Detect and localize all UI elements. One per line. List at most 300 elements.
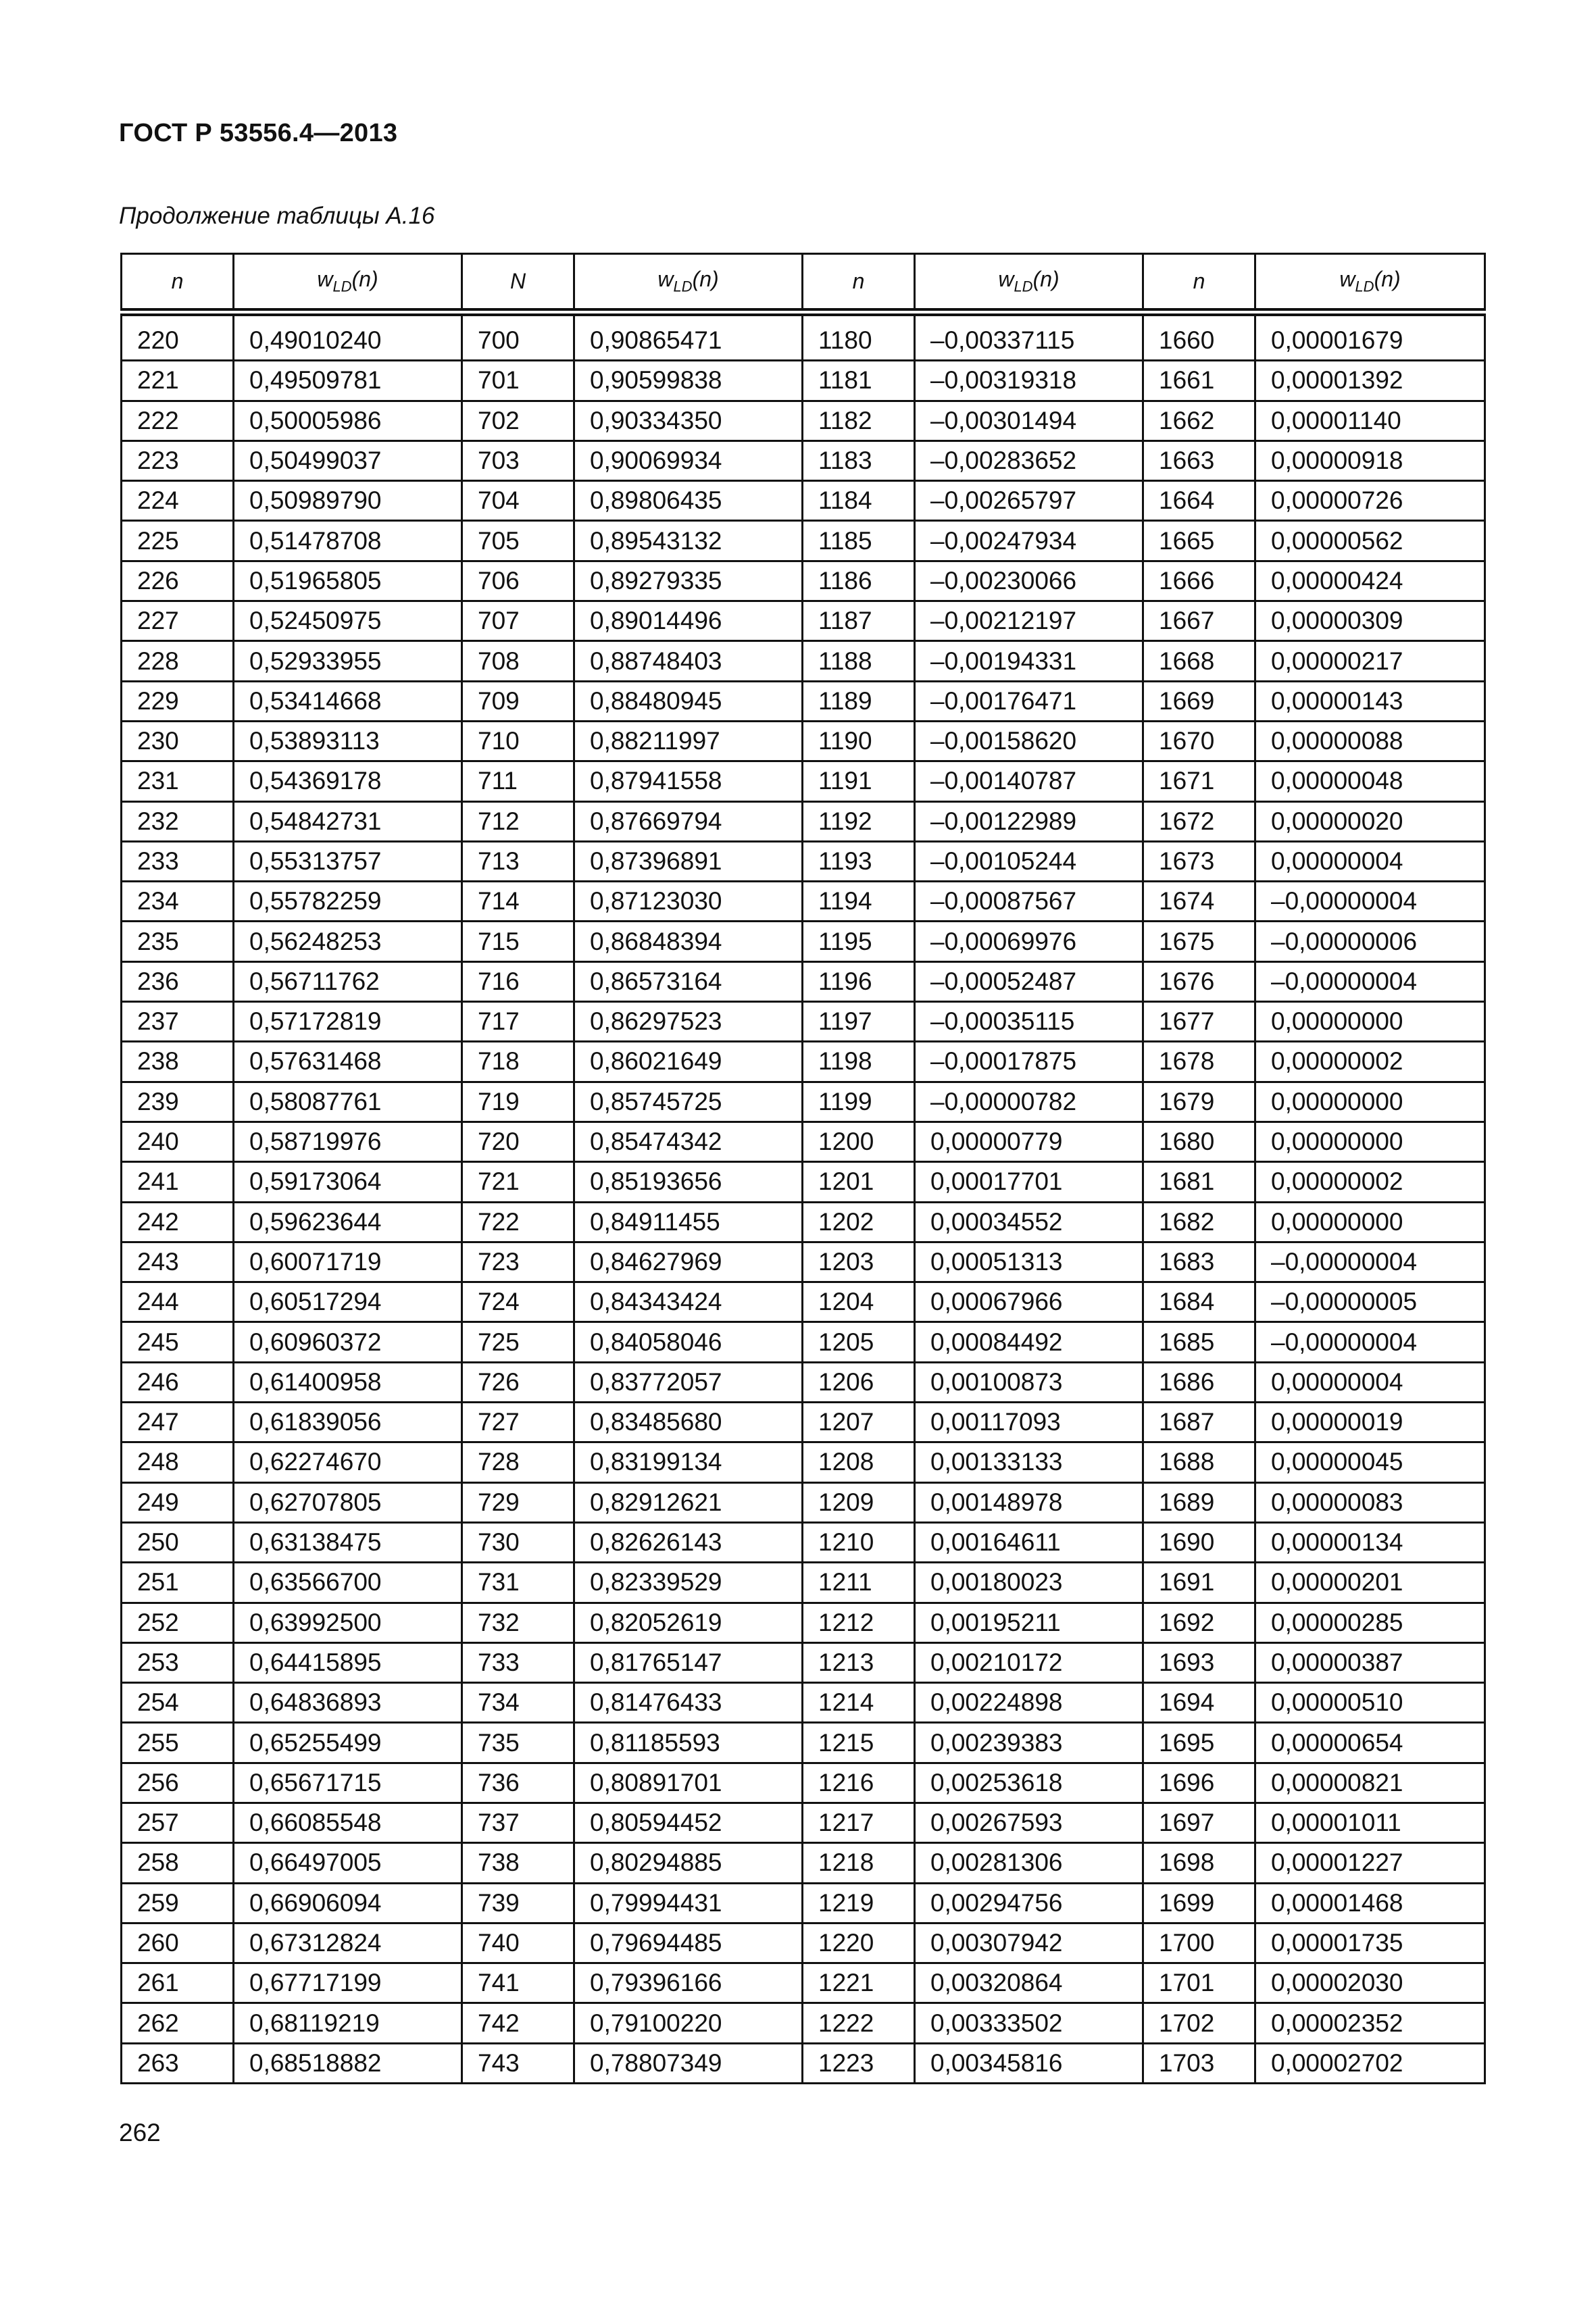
table-row — [122, 521, 1485, 561]
table-cell: 0,83485680 — [574, 1403, 803, 1442]
table-cell: 0,00000143 — [1255, 681, 1485, 721]
table-cell: 0,00000045 — [1255, 1442, 1485, 1482]
table-cell: 1181 — [803, 361, 915, 401]
table-cell: 0,67717199 — [234, 1963, 462, 2003]
table-cell: 0,55313757 — [234, 841, 462, 881]
table-cell: 0,00000134 — [1255, 1522, 1485, 1562]
table-cell: 0,67312824 — [234, 1923, 462, 1963]
table-cell: 0,86297523 — [574, 1002, 803, 1042]
table-cell: 1680 — [1143, 1122, 1255, 1161]
table-cell: –0,00301494 — [915, 401, 1143, 441]
table-cell: 0,82339529 — [574, 1563, 803, 1603]
table-cell: 0,00000002 — [1255, 1162, 1485, 1202]
table-cell: 730 — [462, 1522, 574, 1562]
table-cell: 0,00001140 — [1255, 401, 1485, 441]
table-cell: 0,00000002 — [1255, 1042, 1485, 1082]
table-row — [122, 1522, 1485, 1562]
table-cell: 0,50005986 — [234, 401, 462, 441]
table-cell: 0,00320864 — [915, 1963, 1143, 2003]
table-cell: 0,80594452 — [574, 1803, 803, 1842]
table-cell: 1669 — [1143, 681, 1255, 721]
table-cell: 1192 — [803, 801, 915, 841]
table-cell: 1697 — [1143, 1803, 1255, 1842]
table-cell: 255 — [122, 1723, 234, 1763]
table-cell: –0,00230066 — [915, 561, 1143, 601]
table-cell: 1701 — [1143, 1963, 1255, 2003]
table-cell: 727 — [462, 1403, 574, 1442]
table-cell: 1661 — [1143, 361, 1255, 401]
table-row — [122, 761, 1485, 801]
table-cell: 1703 — [1143, 2043, 1255, 2083]
table-cell: 0,59173064 — [234, 1162, 462, 1202]
table-cell: 738 — [462, 1843, 574, 1883]
table-cell: 0,00000285 — [1255, 1603, 1485, 1642]
table-cell: 0,65255499 — [234, 1723, 462, 1763]
table-cell: –0,00194331 — [915, 641, 1143, 681]
table-cell: 1700 — [1143, 1923, 1255, 1963]
table-cell: 1702 — [1143, 2003, 1255, 2043]
table-cell: 1207 — [803, 1403, 915, 1442]
table-cell: 0,84343424 — [574, 1282, 803, 1322]
table-cell: 0,63992500 — [234, 1603, 462, 1642]
table-cell: 1184 — [803, 481, 915, 521]
table-cell: 0,00067966 — [915, 1282, 1143, 1322]
table-cell: 236 — [122, 961, 234, 1001]
table-cell: 1695 — [1143, 1723, 1255, 1763]
table-cell: 1182 — [803, 401, 915, 441]
table-row — [122, 1963, 1485, 2003]
table-cell: 0,00001735 — [1255, 1923, 1485, 1963]
column-header: $w_{LD}(n)$ — [1255, 254, 1485, 313]
table-cell: 0,00000201 — [1255, 1563, 1485, 1603]
table-cell: 0,00001392 — [1255, 361, 1485, 401]
table-cell: 0,00002702 — [1255, 2043, 1485, 2083]
table-cell: 1683 — [1143, 1242, 1255, 1282]
table-cell: 1201 — [803, 1162, 915, 1202]
table-cell: 1204 — [803, 1282, 915, 1322]
table-cell: –0,00000004 — [1255, 1242, 1485, 1282]
table-cell: 1194 — [803, 882, 915, 922]
table-cell: 0,81476433 — [574, 1683, 803, 1723]
table-row — [122, 1923, 1485, 1963]
table-cell: 1687 — [1143, 1403, 1255, 1442]
table-row — [122, 401, 1485, 441]
table-cell: 1665 — [1143, 521, 1255, 561]
table-cell: 0,50989790 — [234, 481, 462, 521]
table-cell: 251 — [122, 1563, 234, 1603]
table-cell: 0,49010240 — [234, 312, 462, 361]
table-cell: 736 — [462, 1763, 574, 1803]
table-cell: 1222 — [803, 2003, 915, 2043]
table-cell: 1180 — [803, 312, 915, 361]
table-caption: Продолжение таблицы А.16 — [119, 203, 435, 229]
table-cell: 0,00084492 — [915, 1322, 1143, 1362]
table-row — [122, 561, 1485, 601]
table-cell: 704 — [462, 481, 574, 521]
table-row — [122, 2043, 1485, 2083]
table-cell: 1662 — [1143, 401, 1255, 441]
table-cell: 259 — [122, 1883, 234, 1923]
table-row — [122, 2003, 1485, 2043]
table-cell: 242 — [122, 1202, 234, 1242]
table-cell: 735 — [462, 1723, 574, 1763]
table-cell: 1206 — [803, 1362, 915, 1402]
table-cell: 232 — [122, 801, 234, 841]
column-header: $w_{LD}(n)$ — [915, 254, 1143, 313]
table-cell: 1211 — [803, 1563, 915, 1603]
column-header: $w_{LD}(n)$ — [234, 254, 462, 313]
table-cell: 0,86573164 — [574, 961, 803, 1001]
table-cell: 0,00000083 — [1255, 1482, 1485, 1522]
table-cell: 0,84058046 — [574, 1322, 803, 1362]
table-cell: 0,80891701 — [574, 1763, 803, 1803]
table-cell: 0,53893113 — [234, 721, 462, 761]
table-row — [122, 312, 1485, 361]
table-row — [122, 641, 1485, 681]
table-row — [122, 1403, 1485, 1442]
table-cell: 243 — [122, 1242, 234, 1282]
table-cell: –0,00247934 — [915, 521, 1143, 561]
table-cell: –0,00176471 — [915, 681, 1143, 721]
table-cell: 1187 — [803, 601, 915, 641]
table-cell: 0,50499037 — [234, 441, 462, 480]
table-cell: 732 — [462, 1603, 574, 1642]
column-header: n — [122, 254, 234, 313]
table-cell: 0,87669794 — [574, 801, 803, 841]
table-cell: 722 — [462, 1202, 574, 1242]
table-cell: 254 — [122, 1683, 234, 1723]
table-cell: 0,82912621 — [574, 1482, 803, 1522]
table-cell: 0,81185593 — [574, 1723, 803, 1763]
table-cell: 258 — [122, 1843, 234, 1883]
table-row — [122, 922, 1485, 961]
table-cell: 0,88480945 — [574, 681, 803, 721]
table-cell: 0,54842731 — [234, 801, 462, 841]
table-cell: 1682 — [1143, 1202, 1255, 1242]
table-cell: 257 — [122, 1803, 234, 1842]
table-cell: 742 — [462, 2003, 574, 2043]
table-cell: 1688 — [1143, 1442, 1255, 1482]
table-cell: 0,61839056 — [234, 1403, 462, 1442]
table-cell: 0,88211997 — [574, 721, 803, 761]
table-cell: 1205 — [803, 1322, 915, 1362]
table-cell: 0,66906094 — [234, 1883, 462, 1923]
table-cell: 260 — [122, 1923, 234, 1963]
table-cell: 1213 — [803, 1642, 915, 1682]
table-row — [122, 1763, 1485, 1803]
table-cell: 0,82052619 — [574, 1603, 803, 1642]
table-cell: 0,00001227 — [1255, 1843, 1485, 1883]
table-cell: 0,58719976 — [234, 1122, 462, 1161]
table-cell: 1191 — [803, 761, 915, 801]
table-cell: 1203 — [803, 1242, 915, 1282]
table-cell: –0,00035115 — [915, 1002, 1143, 1042]
table-cell: 0,00001468 — [1255, 1883, 1485, 1923]
table-cell: 0,00239383 — [915, 1723, 1143, 1763]
table-cell: 1216 — [803, 1763, 915, 1803]
table-row — [122, 1242, 1485, 1282]
table-row — [122, 681, 1485, 721]
table-row — [122, 1202, 1485, 1242]
table-cell: 0,61400958 — [234, 1362, 462, 1402]
table-cell: –0,00087567 — [915, 882, 1143, 922]
table-row — [122, 1563, 1485, 1603]
table-cell: 252 — [122, 1603, 234, 1642]
table-cell: 1185 — [803, 521, 915, 561]
table-cell: 0,87941558 — [574, 761, 803, 801]
table-cell: 0,79396166 — [574, 1963, 803, 2003]
table-cell: 223 — [122, 441, 234, 480]
table-cell: 0,60071719 — [234, 1242, 462, 1282]
table-cell: 0,00000309 — [1255, 601, 1485, 641]
table-cell: 1672 — [1143, 801, 1255, 841]
table-cell: 0,00180023 — [915, 1563, 1143, 1603]
table-cell: 1690 — [1143, 1522, 1255, 1562]
table-row — [122, 441, 1485, 480]
table-cell: 0,52450975 — [234, 601, 462, 641]
table-cell: 0,00001011 — [1255, 1803, 1485, 1842]
table-cell: 1186 — [803, 561, 915, 601]
table-cell: 0,64836893 — [234, 1683, 462, 1723]
table-cell: 0,00000821 — [1255, 1763, 1485, 1803]
table-cell: 0,00000000 — [1255, 1122, 1485, 1161]
table-cell: 1214 — [803, 1683, 915, 1723]
table-cell: 0,00051313 — [915, 1242, 1143, 1282]
table-cell: 0,00000562 — [1255, 521, 1485, 561]
table-cell: 1668 — [1143, 641, 1255, 681]
table-cell: 222 — [122, 401, 234, 441]
table-cell: 712 — [462, 801, 574, 841]
table-row — [122, 1883, 1485, 1923]
table-cell: 0,79694485 — [574, 1923, 803, 1963]
table-cell: 1220 — [803, 1923, 915, 1963]
table-cell: 231 — [122, 761, 234, 801]
table-cell: 253 — [122, 1642, 234, 1682]
table-row — [122, 601, 1485, 641]
table-cell: 1677 — [1143, 1002, 1255, 1042]
table-cell: 703 — [462, 441, 574, 480]
table-cell: 0,00133133 — [915, 1442, 1143, 1482]
table-cell: 0,89543132 — [574, 521, 803, 561]
table-cell: 0,00000779 — [915, 1122, 1143, 1161]
table-cell: 724 — [462, 1282, 574, 1322]
table-row — [122, 961, 1485, 1001]
table-cell: 708 — [462, 641, 574, 681]
table-cell: 0,00210172 — [915, 1642, 1143, 1682]
table-cell: 1666 — [1143, 561, 1255, 601]
table-cell: 0,00000424 — [1255, 561, 1485, 601]
table-cell: 263 — [122, 2043, 234, 2083]
data-table — [120, 253, 1486, 2084]
table-cell: –0,00337115 — [915, 312, 1143, 361]
table-cell: 228 — [122, 641, 234, 681]
table-cell: 245 — [122, 1322, 234, 1362]
table-row — [122, 1442, 1485, 1482]
table-cell: 714 — [462, 882, 574, 922]
table-cell: 1196 — [803, 961, 915, 1001]
table-cell: 1195 — [803, 922, 915, 961]
table-row — [122, 481, 1485, 521]
table-cell: 0,57172819 — [234, 1002, 462, 1042]
table-cell: 0,00164611 — [915, 1522, 1143, 1562]
table-cell: –0,00140787 — [915, 761, 1143, 801]
table-cell: 0,64415895 — [234, 1642, 462, 1682]
table-row — [122, 1843, 1485, 1883]
table-row — [122, 721, 1485, 761]
table-cell: 0,00002030 — [1255, 1963, 1485, 2003]
table-cell: 1685 — [1143, 1322, 1255, 1362]
table-cell: 0,00195211 — [915, 1603, 1143, 1642]
table-cell: 0,49509781 — [234, 361, 462, 401]
table-cell: –0,00000782 — [915, 1082, 1143, 1122]
table-cell: 1193 — [803, 841, 915, 881]
table-cell: 240 — [122, 1122, 234, 1161]
table-cell: –0,00052487 — [915, 961, 1143, 1001]
table-cell: 1676 — [1143, 961, 1255, 1001]
table-row — [122, 1683, 1485, 1723]
table-row — [122, 1723, 1485, 1763]
table-cell: 244 — [122, 1282, 234, 1322]
table-row — [122, 1603, 1485, 1642]
table-cell: 226 — [122, 561, 234, 601]
table-cell: 0,88748403 — [574, 641, 803, 681]
table-cell: 261 — [122, 1963, 234, 2003]
table-cell: 249 — [122, 1482, 234, 1522]
table-row — [122, 1482, 1485, 1522]
table-cell: 0,00000918 — [1255, 441, 1485, 480]
table-cell: 716 — [462, 961, 574, 1001]
table-cell: 0,51478708 — [234, 521, 462, 561]
table-cell: 740 — [462, 1923, 574, 1963]
table-cell: 246 — [122, 1362, 234, 1402]
table-cell: 702 — [462, 401, 574, 441]
table-cell: 0,83772057 — [574, 1362, 803, 1402]
table-cell: 741 — [462, 1963, 574, 2003]
table-cell: 0,65671715 — [234, 1763, 462, 1803]
table-cell: 234 — [122, 882, 234, 922]
table-cell: 1675 — [1143, 922, 1255, 961]
table-cell: 0,00307942 — [915, 1923, 1143, 1963]
table-cell: 238 — [122, 1042, 234, 1082]
table-cell: 0,89806435 — [574, 481, 803, 521]
table-cell: 0,00117093 — [915, 1403, 1143, 1442]
table-cell: 0,79994431 — [574, 1883, 803, 1923]
table-cell: 256 — [122, 1763, 234, 1803]
table-cell: 0,56248253 — [234, 922, 462, 961]
table-cell: –0,00000006 — [1255, 922, 1485, 961]
table-cell: –0,00158620 — [915, 721, 1143, 761]
table-body — [122, 312, 1485, 2084]
table-cell: 726 — [462, 1362, 574, 1402]
table-cell: 0,78807349 — [574, 2043, 803, 2083]
table-cell: 709 — [462, 681, 574, 721]
table-cell: 241 — [122, 1162, 234, 1202]
table-cell: 262 — [122, 2003, 234, 2043]
table-cell: 1678 — [1143, 1042, 1255, 1082]
table-header-row — [122, 254, 1485, 313]
table-cell: 1674 — [1143, 882, 1255, 922]
table-cell: 0,63566700 — [234, 1563, 462, 1603]
table-cell: –0,00319318 — [915, 361, 1143, 401]
table-row — [122, 1803, 1485, 1842]
table-cell: 1198 — [803, 1042, 915, 1082]
table-cell: 0,63138475 — [234, 1522, 462, 1562]
table-cell: 224 — [122, 481, 234, 521]
table-cell: 701 — [462, 361, 574, 401]
table-cell: 0,62274670 — [234, 1442, 462, 1482]
table-cell: 1671 — [1143, 761, 1255, 801]
table-row — [122, 1122, 1485, 1161]
table-cell: 0,90069934 — [574, 441, 803, 480]
table-cell: 233 — [122, 841, 234, 881]
table-cell: 1698 — [1143, 1843, 1255, 1883]
table-cell: 0,00001679 — [1255, 312, 1485, 361]
table-cell: 715 — [462, 922, 574, 961]
table-cell: 706 — [462, 561, 574, 601]
table-cell: 0,82626143 — [574, 1522, 803, 1562]
table-cell: 707 — [462, 601, 574, 641]
table-row — [122, 1642, 1485, 1682]
table-cell: –0,00017875 — [915, 1042, 1143, 1082]
table-cell: 227 — [122, 601, 234, 641]
table-cell: 229 — [122, 681, 234, 721]
table-cell: 1208 — [803, 1442, 915, 1482]
table-cell: 0,59623644 — [234, 1202, 462, 1242]
table-cell: –0,00000005 — [1255, 1282, 1485, 1322]
table-cell: 0,00148978 — [915, 1482, 1143, 1522]
table-cell: 1663 — [1143, 441, 1255, 480]
table-cell: 0,66085548 — [234, 1803, 462, 1842]
table-cell: 0,51965805 — [234, 561, 462, 601]
table-cell: 247 — [122, 1403, 234, 1442]
table-cell: 0,00000217 — [1255, 641, 1485, 681]
table-cell: 0,00000004 — [1255, 841, 1485, 881]
table-cell: 1692 — [1143, 1603, 1255, 1642]
table-row — [122, 361, 1485, 401]
table-cell: 1223 — [803, 2043, 915, 2083]
table-cell: 0,54369178 — [234, 761, 462, 801]
table-cell: 737 — [462, 1803, 574, 1842]
table-cell: 1693 — [1143, 1642, 1255, 1682]
table-cell: 230 — [122, 721, 234, 761]
table-cell: 0,68518882 — [234, 2043, 462, 2083]
table-cell: 711 — [462, 761, 574, 801]
table-cell: 225 — [122, 521, 234, 561]
table-cell: 0,00000004 — [1255, 1362, 1485, 1402]
table-cell: 221 — [122, 361, 234, 401]
column-header: N — [462, 254, 574, 313]
table-cell: 0,00253618 — [915, 1763, 1143, 1803]
table-cell: 0,81765147 — [574, 1642, 803, 1682]
table-cell: 725 — [462, 1322, 574, 1362]
table-cell: 0,86021649 — [574, 1042, 803, 1082]
table-cell: 0,00034552 — [915, 1202, 1143, 1242]
table-cell: 739 — [462, 1883, 574, 1923]
table-cell: 1694 — [1143, 1683, 1255, 1723]
table-cell: 0,79100220 — [574, 2003, 803, 2043]
table-cell: 1212 — [803, 1603, 915, 1642]
table-cell: 0,87123030 — [574, 882, 803, 922]
table-cell: 1199 — [803, 1082, 915, 1122]
table-cell: 1699 — [1143, 1883, 1255, 1923]
column-header: n — [803, 254, 915, 313]
table-cell: –0,00000004 — [1255, 961, 1485, 1001]
table-cell: 705 — [462, 521, 574, 561]
table-cell: 0,00000000 — [1255, 1082, 1485, 1122]
table-row — [122, 1282, 1485, 1322]
table-cell: 237 — [122, 1002, 234, 1042]
table-cell: 0,89014496 — [574, 601, 803, 641]
